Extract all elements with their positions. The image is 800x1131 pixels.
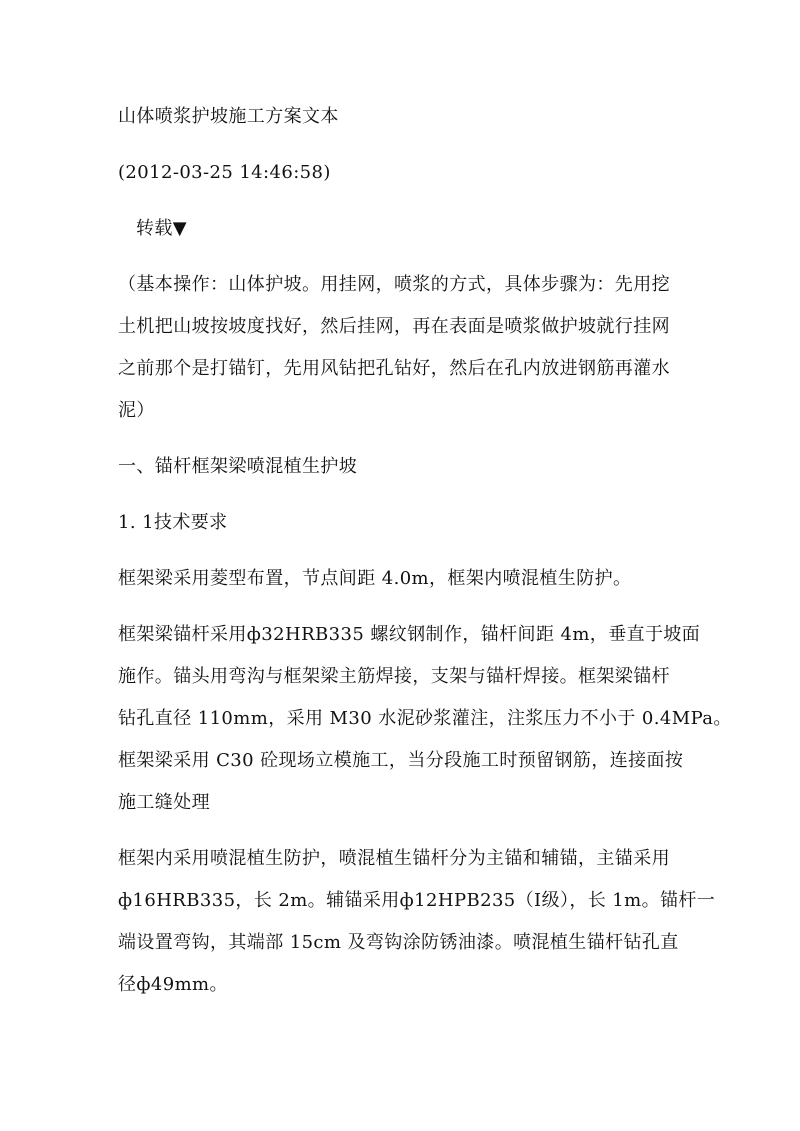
paragraph-frame-layout — [118, 558, 678, 600]
timestamp-text: (2012-03-25 14:46:58) — [118, 162, 331, 183]
intro-line: 土机把山坡按坡度找好，然后挂网，再在表面是喷浆做护坡就行挂网 — [118, 316, 670, 337]
paragraph-line: 框架梁采用菱型布置，节点间距 4.0m，框架内喷混植生防护。 — [118, 568, 632, 589]
post-timestamp — [118, 152, 678, 194]
paragraph-line: 径ф49mm。 — [118, 974, 228, 995]
paragraph-line: 框架内采用喷混植生防护，喷混植生锚杆分为主锚和辅锚，主锚采用 — [118, 848, 670, 869]
paragraph-line: ф16HRB335，长 2m。辅锚采用ф12HPB235（Ⅰ级），长 1m。锚杆一 — [118, 890, 716, 911]
paragraph-spray-planting — [118, 838, 716, 1006]
document-title — [118, 96, 678, 138]
subsection-heading-text: 1. 1技术要求 — [118, 512, 228, 533]
section-heading — [118, 446, 678, 488]
repost-label[interactable]: 转载▼ — [136, 218, 188, 239]
section-heading-text: 一、锚杆框架梁喷混植生护坡 — [118, 456, 358, 477]
paragraph-line: 施作。锚头用弯沟与框架梁主筋焊接，支架与锚杆焊接。框架梁锚杆 — [118, 666, 670, 687]
paragraph-line: 框架梁锚杆采用ф32HRB335 螺纹钢制作，锚杆间距 4m，垂直于坡面 — [118, 624, 701, 645]
paragraph-anchor-spec — [118, 614, 732, 824]
paragraph-line: 钻孔直径 110mm，采用 M30 水泥砂浆灌注，注浆压力不小于 0.4MPa。 — [118, 708, 732, 729]
intro-line: （基本操作：山体护坡。用挂网，喷浆的方式，具体步骤为：先用挖 — [118, 274, 670, 295]
intro-line: 之前那个是打锚钉，先用风钻把孔钻好，然后在孔内放进钢筋再灌水 — [118, 358, 670, 379]
paragraph-line: 端设置弯钩，其端部 15cm 及弯钩涂防锈油漆。喷混植生锚杆钻孔直 — [118, 932, 679, 953]
intro-line: 泥） — [118, 400, 155, 421]
subsection-heading — [118, 502, 678, 544]
paragraph-line: 框架梁采用 C30 砼现场立模施工，当分段施工时预留钢筋，连接面按 — [118, 750, 684, 771]
title-text: 山体喷浆护坡施工方案文本 — [118, 106, 339, 127]
paragraph-line: 施工缝处理 — [118, 792, 210, 813]
intro-paragraph — [118, 264, 678, 432]
repost-link[interactable] — [136, 208, 696, 250]
